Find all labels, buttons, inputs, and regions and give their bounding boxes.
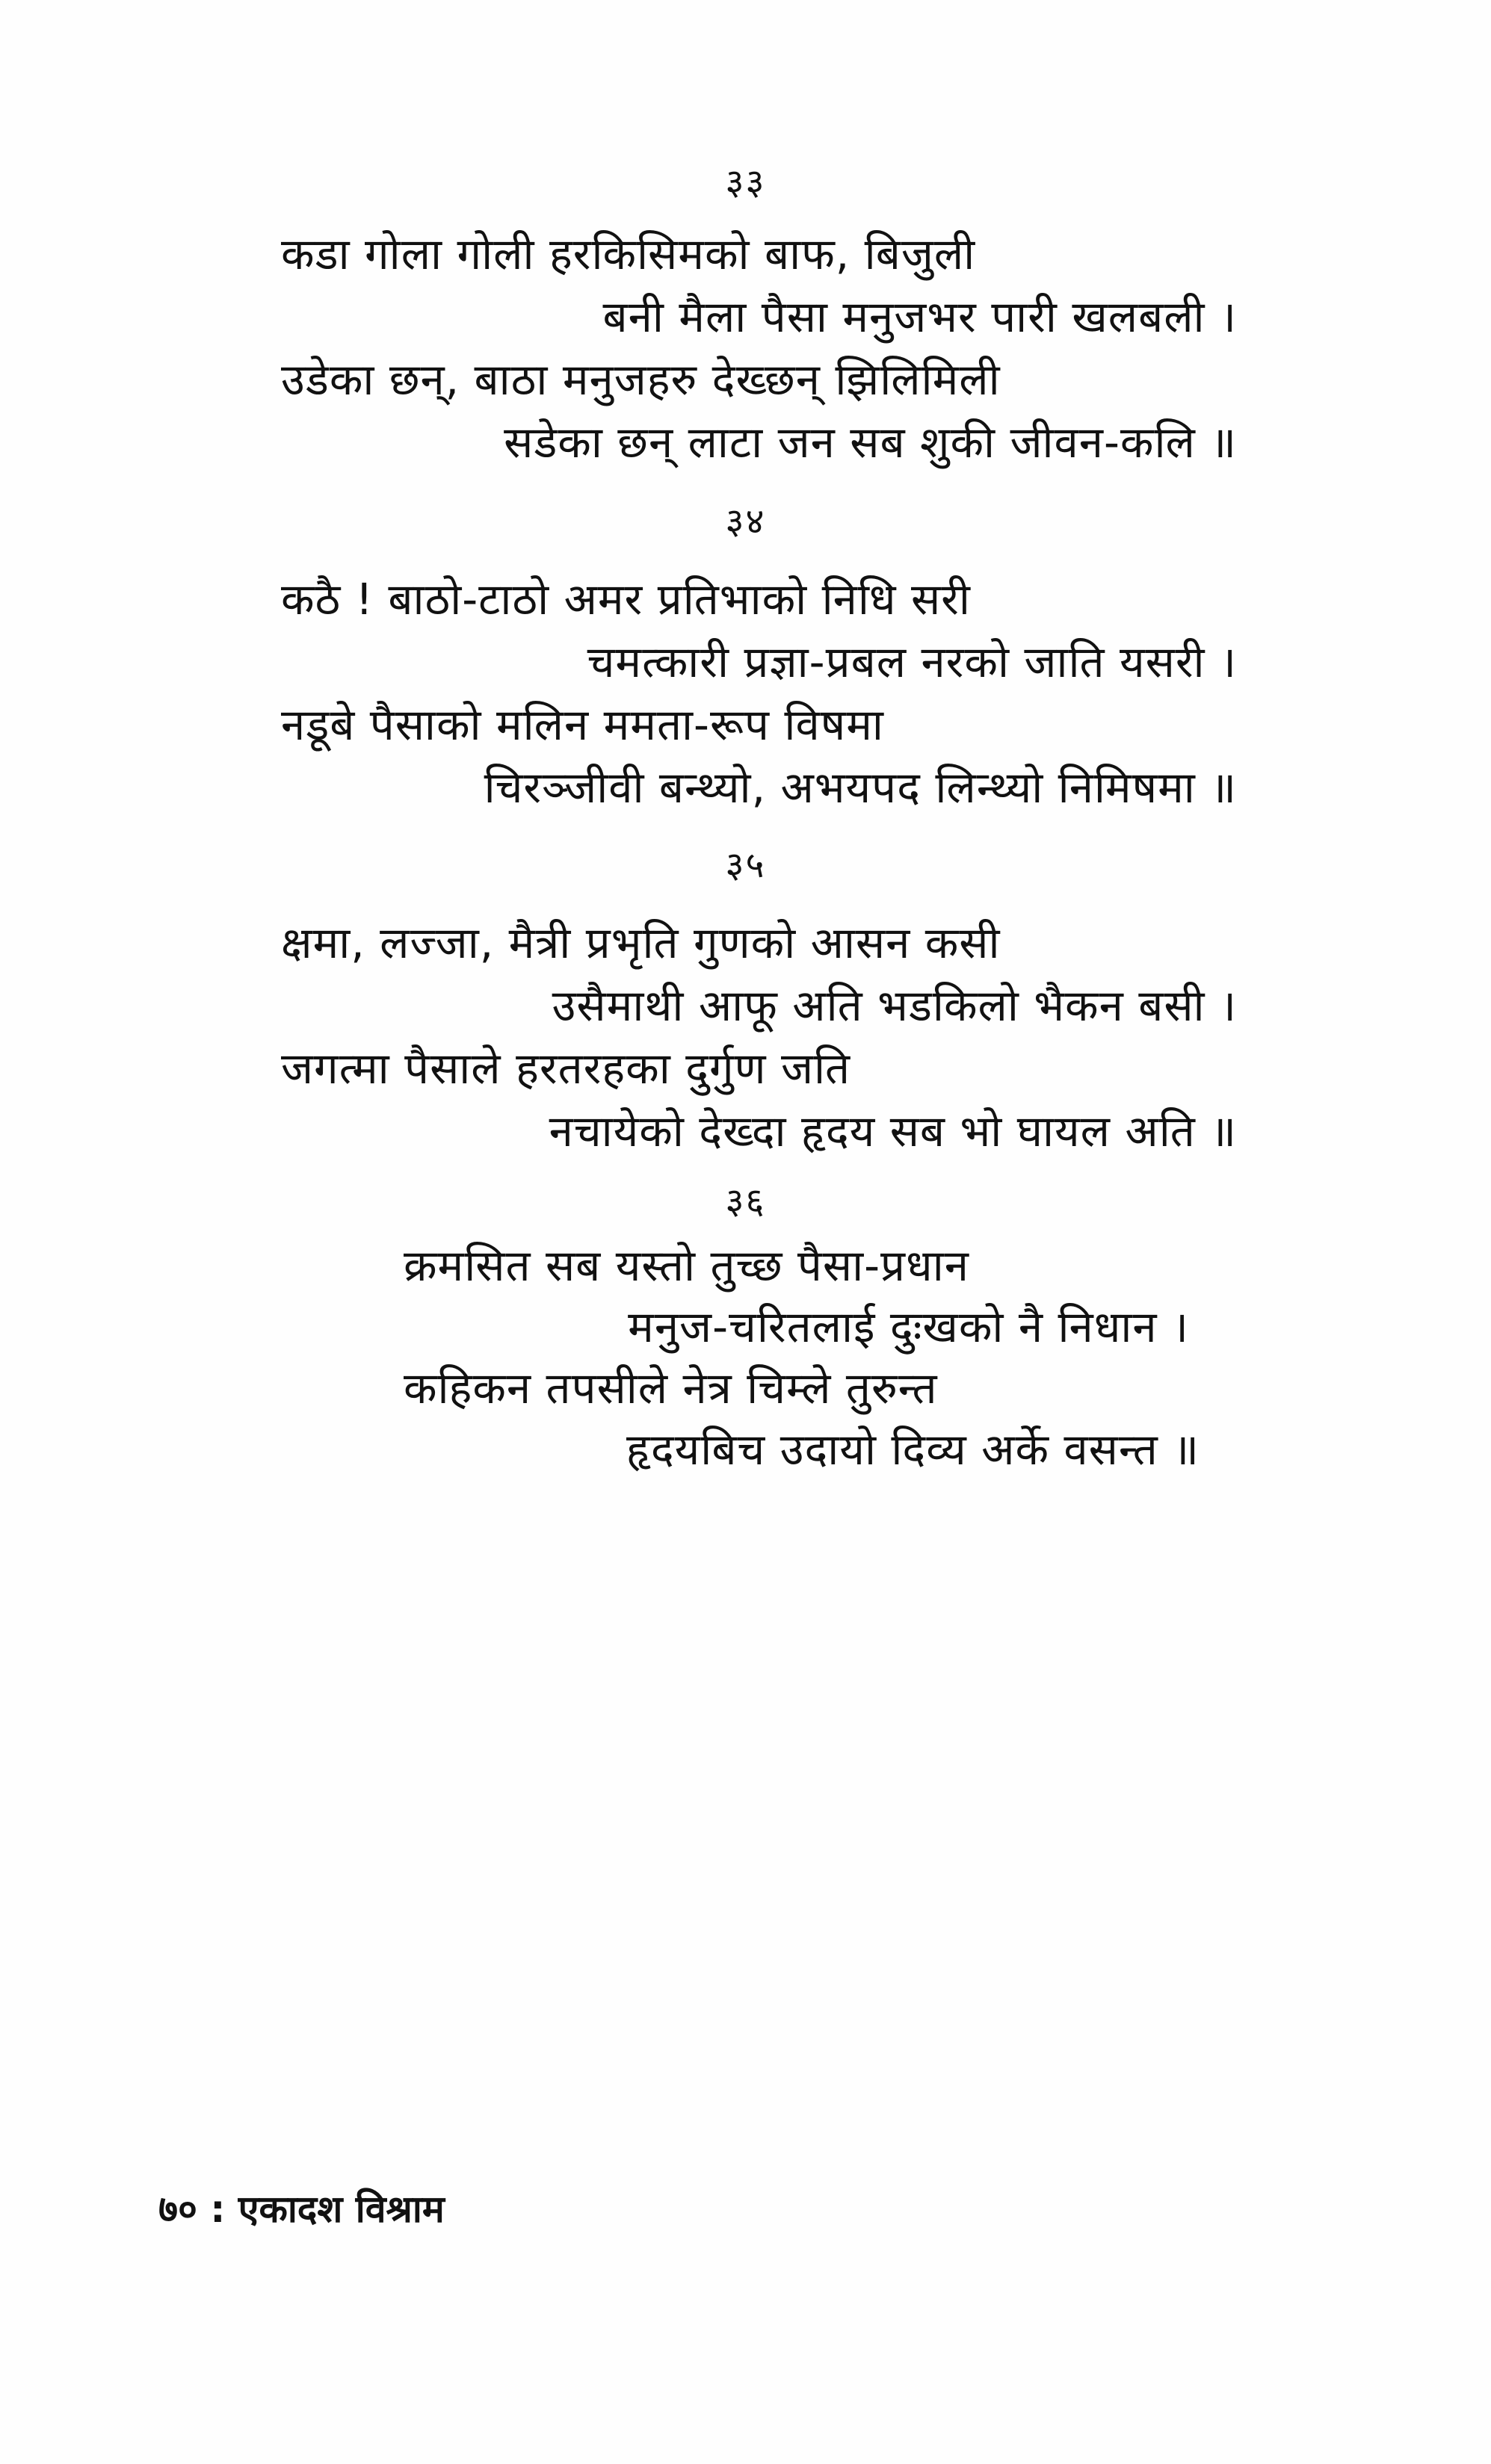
verse-line: हृदयबिच उदायो दिव्य अर्के वसन्त ॥ <box>626 1424 1200 1475</box>
verse-line: क्षमा, लज्जा, मैत्री प्रभृति गुणको आसन कसी <box>281 917 1001 968</box>
stanza-number: ३३ <box>725 161 766 203</box>
page-footer: ७० : एकादश विश्राम <box>158 2188 445 2231</box>
verse-line: कठै ! बाठो-टाठो अमर प्रतिभाको निधि सरी <box>281 574 971 625</box>
stanza-number: ३४ <box>725 501 766 542</box>
verse-line: बनी मैला पैसा मनुजभर पारी खलबली । <box>602 291 1237 342</box>
verse-line: चमत्कारी प्रज्ञा-प्रबल नरको जाति यसरी । <box>587 637 1237 687</box>
verse-line: नचायेको देख्दा हृदय सब भो घायल अति ॥ <box>549 1106 1237 1157</box>
verse-line: उडेका छन्, बाठा मनुजहरु देख्छन् झिलिमिली <box>281 354 1001 405</box>
verse-line: उसैमाथी आफू अति भडकिलो भैकन बसी । <box>552 980 1237 1031</box>
stanza-number: ३६ <box>725 1180 766 1222</box>
verse-line: नडूबे पैसाको मलिन ममता-रूप विषमा <box>281 699 884 750</box>
verse-line: कहिकन तपसीले नेत्र चिम्ले तुरुन्त <box>404 1363 938 1414</box>
verse-line: जगत्मा पैसाले हरतरहका दुर्गुण जति <box>281 1043 851 1094</box>
verse-line: चिरञ्जीवी बन्थ्यो, अभयपद लिन्थ्यो निमिषमा ॥ <box>484 762 1237 813</box>
verse-line: मनुज-चरितलाई दुःखको नै निधान । <box>628 1301 1189 1352</box>
verse-line: सडेका छन् लाटा जन सब शुकी जीवन-कलि ॥ <box>504 417 1237 468</box>
verse-line: कडा गोला गोली हरकिसिमको बाफ, बिजुली <box>281 229 976 279</box>
stanza-number: ३५ <box>725 844 766 886</box>
verse-line: क्रमसित सब यस्तो तुच्छ पैसा-प्रधान <box>404 1240 969 1291</box>
